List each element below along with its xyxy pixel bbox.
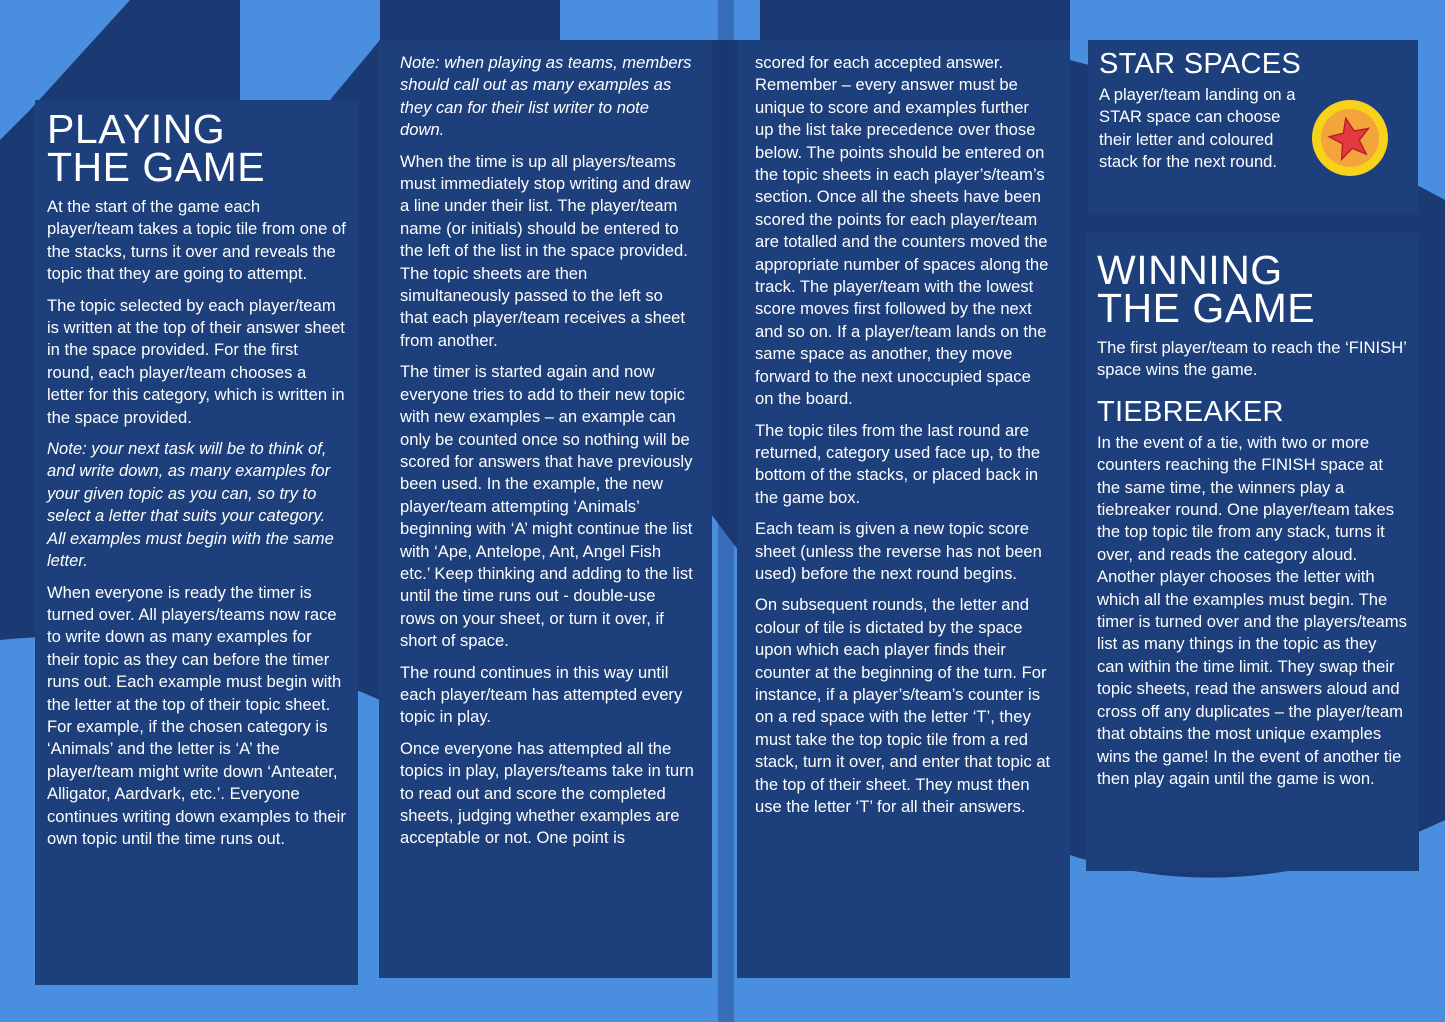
rules-paragraph: Each team is given a new topic score sheet (unless the reverse has not been used) before the next round begins. — [755, 519, 1042, 583]
winning-the-game-title — [1097, 247, 1407, 331]
star-space-badge — [1312, 100, 1388, 176]
star-spaces-title: STAR SPACES — [1099, 48, 1302, 80]
rules-paragraph: When everyone is ready the timer is turned over. All players/teams now race to write down as many examples for their topic as they can before the timer runs out. Each example must begin with the letter at the top of their topic sheet. For example, if the chosen category is ‘Animals’ and the letter is ‘A’ the player/team might write down ‘Anteater, Alligator, Aardvark, etc.’. Everyone continues writing down examples to their own topic until the time runs out. — [47, 582, 346, 848]
rules-paragraph: The topic selected by each player/team is written at the top of their answer sheet in the space provided. For the first round, each player/team chooses a letter for this category, which is written in the space provided. — [47, 295, 345, 427]
playing-the-game-panel — [35, 100, 358, 985]
rules-paragraph: Once everyone has attempted all the topics in play, players/teams take in turn to read out and score the completed sheets, judging whether examples are acceptable or not. One point is — [400, 738, 694, 848]
rules-paragraph: On subsequent rounds, the letter and colour of tile is dictated by the space upon which each player finds their counter at the beginning of the turn. For instance, if a player’s/team’s counter is on a red space with the letter ‘T’, they must take the top topic tile from a red stack, turn it over, and enter that topic at the top of their sheet. They must then use the letter ‘T’ for all their answers. — [755, 595, 1051, 816]
tiebreaker-title: TIEBREAKER — [1097, 395, 1284, 428]
star-icon — [1327, 115, 1373, 161]
rules-paragraph: At the start of the game each player/team takes a topic tile from one of the stacks, turns it over and reveals the topic that they are going to attempt. — [47, 197, 346, 284]
rules-note: Note: your next task will be to think of, and write down, as many examples for your given topic as you can, so try to select a letter that suits your category. All examples must begin with the same letter. — [47, 439, 334, 571]
title-line-1: WINNING — [1097, 247, 1283, 293]
rules-paragraph: The timer is started again and now everyone tries to add to their new topic with new examples – an example can only be counted once so nothing will be scored for answers that have previously been used. In the example, the new player/team attempting ‘Animals’ beginning with ‘A’ might continue the list with ‘Ape, Antelope, Ant, Angel Fish etc.’ Keep thinking and adding to the list until the time runs out - double-use rows on your sheet, or turn it over, if short of space. — [400, 362, 693, 651]
rules-paragraph: The round continues in this way until each player/team has attempted every topic in play. — [400, 662, 683, 727]
title-line-1: PLAYING — [47, 106, 226, 152]
playing-the-game-title — [47, 106, 346, 190]
rules-paragraph: The topic tiles from the last round are returned, category used face up, to the bottom of the stacks, or placed back in the game box. — [755, 420, 1041, 507]
rules-paragraph: scored for each accepted answer. Remember – every answer must be unique to score and examples further up the list take precedence over those below. The points should be entered on the topic sheets in each player’s/team’s section. Once all the sheets have been scored the points for each player/team are totalled and the counters moved the appropriate number of spaces along the track. The player/team with the lowest score moves first followed by the next and so on. If a player/team lands on the same space as another, they move forward to the next unoccupied space on the board. — [755, 53, 1049, 409]
winning-text: The first player/team to reach the ‘FINISH’ space wins the game. — [1097, 338, 1407, 380]
rules-column-2 — [379, 40, 712, 978]
winning-panel — [1086, 233, 1419, 871]
rules-note: Note: when playing as teams, members should call out as many examples as they can for their list writer to note down. — [400, 53, 692, 140]
title-line-2: THE GAME — [47, 144, 266, 190]
rules-paragraph: When the time is up all players/teams must immediately stop writing and draw a line under their list. The player/team name (or initials) should be entered to the left of the list in the space provided. The topic sheets are then simultaneously passed to the left so that each player/team receives a sheet from another. — [400, 151, 691, 350]
tiebreaker-text: In the event of a tie, with two or more counters reaching the FINISH space at the same time, the winners play a tiebreaker round. One player/team takes the top topic tile from any stack, turns it over, and reads the category aloud. Another player chooses the letter with which all the examples must begin. The timer is turned over and the players/teams list as many things in the topic as they can within the time limit. They swap their topic sheets, read the answers aloud and cross off any duplicates – the player/team that obtains the most unique examples wins the game! In the event of another tie then play again until the game is won. — [1097, 432, 1407, 788]
rules-column-3 — [737, 40, 1070, 978]
title-line-2: THE GAME — [1097, 285, 1316, 331]
star-spaces-text: A player/team landing on a STAR space can choose their letter and coloured stack for the next round. — [1099, 85, 1296, 172]
